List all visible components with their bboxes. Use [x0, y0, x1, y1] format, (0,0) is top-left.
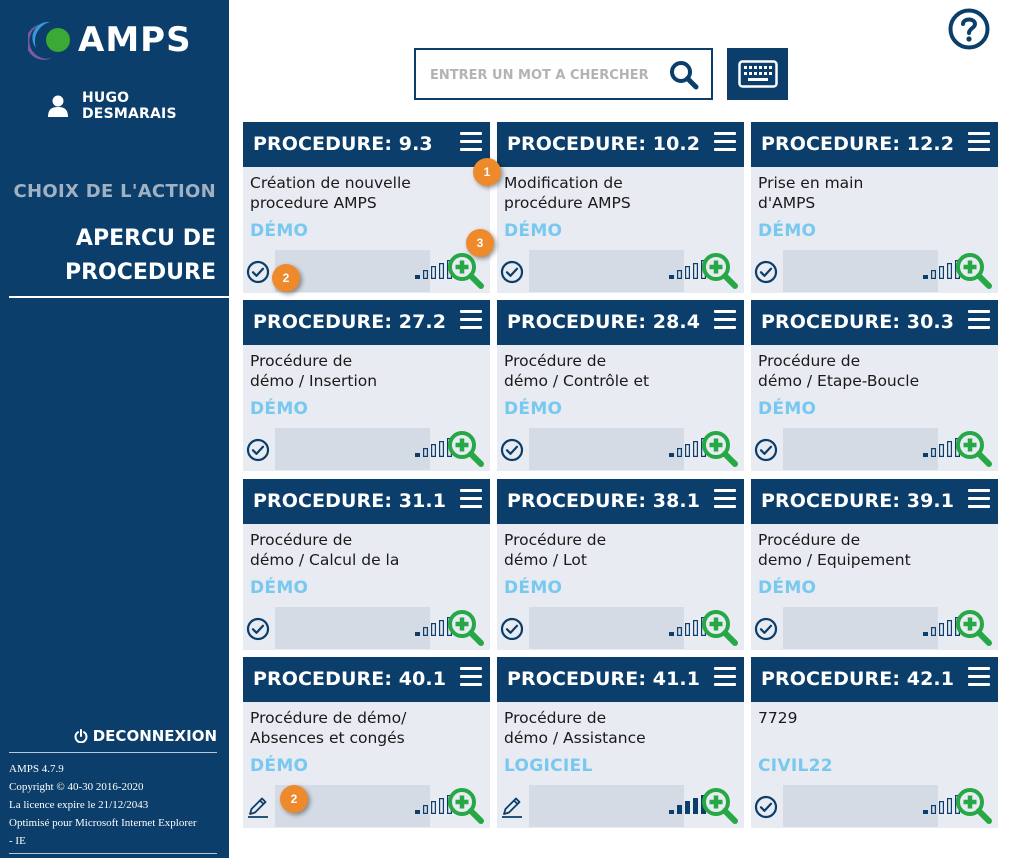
- procedure-category: DÉMO: [250, 221, 309, 241]
- description-line2: d'AMPS: [758, 194, 816, 212]
- procedure-title: PROCEDURE: 30.3: [761, 311, 955, 333]
- zoom-in-icon[interactable]: [955, 787, 993, 825]
- version-line: AMPS 4.7.9: [9, 763, 64, 775]
- card-header: [751, 300, 998, 345]
- search-icon[interactable]: [669, 60, 699, 90]
- user-icon: [48, 95, 68, 117]
- description-line1: Procédure de: [504, 709, 607, 727]
- procedure-title: PROCEDURE: 38.1: [507, 490, 701, 512]
- zoom-in-icon[interactable]: [955, 430, 993, 468]
- procedure-description: [250, 708, 455, 750]
- hamburger-menu-icon[interactable]: [714, 667, 736, 686]
- pencil-icon[interactable]: [246, 795, 270, 819]
- zoom-in-icon[interactable]: [447, 430, 485, 468]
- procedure-title: PROCEDURE: 39.1: [761, 490, 955, 512]
- card-header: [751, 479, 998, 524]
- card-footer-bar: [275, 428, 430, 470]
- card-header: [497, 657, 744, 702]
- procedure-card[interactable]: [243, 479, 490, 650]
- check-circle-icon[interactable]: [246, 438, 270, 462]
- procedure-card[interactable]: [497, 300, 744, 471]
- hamburger-menu-icon[interactable]: [714, 310, 736, 329]
- procedure-description: [504, 530, 709, 572]
- procedure-category: DÉMO: [758, 221, 817, 241]
- procedure-description: [758, 530, 963, 572]
- description-line2: demo / Equipement: [758, 551, 911, 569]
- description-line1: 7729: [758, 709, 798, 727]
- procedure-description: [250, 530, 455, 572]
- procedure-description: [504, 351, 709, 393]
- description-line2: démo / Calcul de la: [250, 551, 400, 569]
- version-info: [9, 760, 224, 850]
- description-line2: Absences et congés: [250, 729, 405, 747]
- procedure-category: LOGICIEL: [504, 756, 593, 776]
- description-line1: Procédure de: [250, 352, 353, 370]
- check-circle-icon[interactable]: [500, 260, 524, 284]
- description-line2: démo / Lot: [504, 551, 587, 569]
- procedure-card[interactable]: [243, 300, 490, 471]
- hamburger-menu-icon[interactable]: [968, 310, 990, 329]
- hamburger-menu-icon[interactable]: [968, 667, 990, 686]
- hamburger-menu-icon[interactable]: [460, 489, 482, 508]
- annotation-marker: 2: [280, 785, 308, 813]
- procedure-category: DÉMO: [250, 399, 309, 419]
- zoom-in-icon[interactable]: [701, 609, 739, 647]
- procedure-card[interactable]: [751, 122, 998, 293]
- hamburger-menu-icon[interactable]: [460, 132, 482, 151]
- card-header: [243, 657, 490, 702]
- check-circle-icon[interactable]: [246, 260, 270, 284]
- description-line2: démo / Assistance: [504, 729, 646, 747]
- description-line1: Procédure de: [758, 531, 861, 549]
- power-icon: [74, 729, 88, 743]
- procedure-card[interactable]: [751, 300, 998, 471]
- zoom-in-icon[interactable]: [447, 787, 485, 825]
- description-line2: procedure AMPS: [250, 194, 377, 212]
- procedure-description: [250, 173, 455, 215]
- card-header: [243, 300, 490, 345]
- card-footer-bar: [529, 607, 684, 649]
- hamburger-menu-icon[interactable]: [714, 489, 736, 508]
- procedure-card[interactable]: [751, 657, 998, 828]
- nav-apercu-procedure[interactable]: [16, 222, 216, 290]
- card-header: [243, 122, 490, 167]
- footer-divider-bottom: [9, 853, 217, 854]
- procedure-title: PROCEDURE: 10.2: [507, 133, 701, 155]
- card-footer-bar: [783, 250, 938, 292]
- annotation-marker: 1: [473, 158, 501, 186]
- description-line1: Création de nouvelle: [250, 174, 411, 192]
- card-header: [751, 122, 998, 167]
- procedure-category: DÉMO: [250, 756, 309, 776]
- browser-line: Optimisé pour Microsoft Internet Explorer: [9, 817, 197, 829]
- zoom-in-icon[interactable]: [701, 252, 739, 290]
- description-line2: démo / Insertion: [250, 372, 378, 390]
- card-header: [497, 300, 744, 345]
- procedure-card[interactable]: [751, 479, 998, 650]
- zoom-in-icon[interactable]: [955, 609, 993, 647]
- procedure-description: [758, 708, 963, 750]
- zoom-in-icon[interactable]: [701, 430, 739, 468]
- procedure-title: PROCEDURE: 27.2: [253, 311, 447, 333]
- nav-apercu-line1: APERCU DE: [75, 226, 216, 251]
- help-button[interactable]: [948, 8, 990, 50]
- procedure-card[interactable]: [497, 122, 744, 293]
- card-footer-bar: [529, 428, 684, 470]
- description-line1: Procédure de: [504, 531, 607, 549]
- procedure-category: DÉMO: [504, 399, 563, 419]
- procedure-category: DÉMO: [250, 578, 309, 598]
- procedure-category: DÉMO: [504, 221, 563, 241]
- zoom-in-icon[interactable]: [447, 609, 485, 647]
- hamburger-menu-icon[interactable]: [460, 310, 482, 329]
- hamburger-menu-icon[interactable]: [460, 667, 482, 686]
- card-header: [751, 657, 998, 702]
- annotation-marker: 3: [466, 229, 494, 257]
- zoom-in-icon[interactable]: [701, 787, 739, 825]
- logo-mark-icon: [28, 18, 80, 62]
- procedure-title: PROCEDURE: 40.1: [253, 668, 447, 690]
- description-line1: Prise en main: [758, 174, 864, 192]
- card-footer-bar: [529, 250, 684, 292]
- search-input[interactable]: [430, 62, 660, 88]
- logo-text: AMPS: [78, 20, 192, 60]
- check-circle-icon[interactable]: [500, 617, 524, 641]
- zoom-in-icon[interactable]: [447, 252, 485, 290]
- logout-button[interactable]: [74, 727, 217, 745]
- procedure-card[interactable]: [497, 479, 744, 650]
- sidebar: [0, 0, 229, 858]
- check-circle-icon[interactable]: [754, 260, 778, 284]
- procedure-title: PROCEDURE: 42.1: [761, 668, 955, 690]
- procedure-title: PROCEDURE: 12.2: [761, 133, 955, 155]
- check-circle-icon[interactable]: [754, 795, 778, 819]
- procedure-title: PROCEDURE: 28.4: [507, 311, 701, 333]
- check-circle-icon[interactable]: [754, 617, 778, 641]
- card-header: [243, 479, 490, 524]
- description-line1: Procédure de: [504, 352, 607, 370]
- card-footer-bar: [783, 428, 938, 470]
- hamburger-menu-icon[interactable]: [968, 489, 990, 508]
- help-circle-icon: [948, 8, 990, 50]
- user-name: HUGO DESMARAIS: [81, 90, 177, 122]
- browser-line-2: - IE: [9, 835, 26, 847]
- footer-divider: [9, 752, 217, 753]
- procedure-category: DÉMO: [758, 399, 817, 419]
- description-line1: Procédure de: [250, 531, 353, 549]
- copyright-line: Copyright © 40-30 2016-2020: [9, 781, 144, 793]
- annotation-marker: 2: [272, 264, 300, 292]
- check-circle-icon[interactable]: [500, 438, 524, 462]
- procedure-category: DÉMO: [758, 578, 817, 598]
- sidebar-divider: [9, 296, 229, 298]
- zoom-in-icon[interactable]: [955, 252, 993, 290]
- procedure-card[interactable]: [497, 657, 744, 828]
- description-line2: procédure AMPS: [504, 194, 631, 212]
- hamburger-menu-icon[interactable]: [714, 132, 736, 151]
- pencil-icon[interactable]: [500, 795, 524, 819]
- logout-label: DECONNEXION: [92, 727, 217, 745]
- procedure-category: DÉMO: [504, 578, 563, 598]
- procedure-title: PROCEDURE: 9.3: [253, 133, 433, 155]
- description-line1: Procédure de: [758, 352, 861, 370]
- description-line1: Procédure de démo/: [250, 709, 407, 727]
- license-line: La licence expire le 21/12/2043: [9, 799, 149, 811]
- procedure-title: PROCEDURE: 41.1: [507, 668, 701, 690]
- check-circle-icon[interactable]: [754, 438, 778, 462]
- procedure-description: [758, 173, 963, 215]
- amps-logo[interactable]: [28, 18, 203, 62]
- card-footer-bar: [529, 785, 684, 827]
- procedure-description: [250, 351, 455, 393]
- keyboard-icon: [738, 60, 778, 88]
- card-footer-bar: [275, 607, 430, 649]
- card-footer-bar: [783, 607, 938, 649]
- description-line2: démo / Contrôle et: [504, 372, 650, 390]
- user-info: [48, 90, 229, 122]
- procedure-category: CIVIL22: [758, 756, 833, 776]
- nav-choix-action[interactable]: CHOIX DE L'ACTION: [13, 181, 216, 202]
- procedure-description: [504, 173, 709, 215]
- check-circle-icon[interactable]: [246, 617, 270, 641]
- search-box: [414, 48, 713, 100]
- keyboard-button[interactable]: [727, 48, 788, 100]
- description-line1: Modification de: [504, 174, 623, 192]
- card-footer-bar: [783, 785, 938, 827]
- card-header: [497, 479, 744, 524]
- procedure-description: [758, 351, 963, 393]
- nav-apercu-line2: PROCEDURE: [64, 260, 216, 285]
- procedure-description: [504, 708, 709, 750]
- procedure-title: PROCEDURE: 31.1: [253, 490, 447, 512]
- card-header: [497, 122, 744, 167]
- hamburger-menu-icon[interactable]: [968, 132, 990, 151]
- description-line2: démo / Etape-Boucle: [758, 372, 920, 390]
